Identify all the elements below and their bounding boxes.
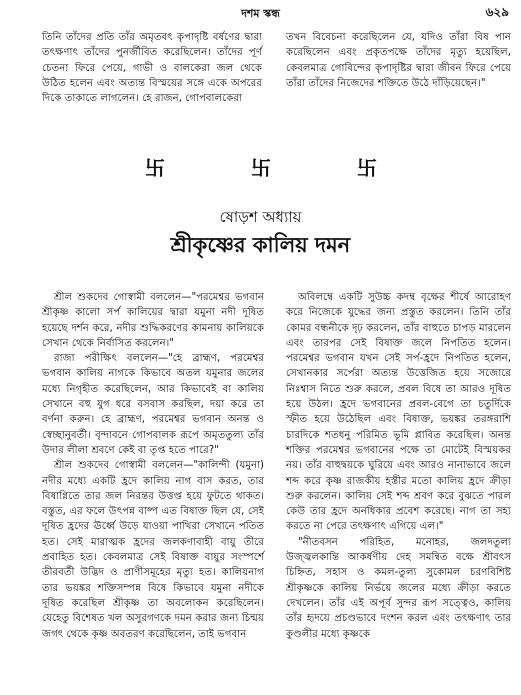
- section-divider: [0, 152, 521, 180]
- top-left-column: [42, 30, 262, 106]
- page-number: ৬২৯: [485, 5, 509, 19]
- body-paragraph: রাজা পরীক্ষিৎ বললেন—"হে ব্রাহ্মণ, পরমেশ্বর ভগবান কালিয় নাগকে কিভাবে অতল যমুনার জলের মধ্যে নিগৃহীত করেছিলেন, আর কিভাবেই বা কালিয় সেখানে বহু যুগ ধরে বসবাস করছিল, দয়া করে তা বর্ণনা করুন। হে ব্রাহ্মণ, পরমেশ্বর ভগবান অনন্ত ও স্বেচ্ছানুবর্তী। বৃন্দাবনে গোপবালক রূপে অমৃততুল্য তাঁর উদার লীলা শ্রবণে কেই বা তৃপ্ত হতে পারে?": [42, 353, 264, 456]
- chapter-title: শ্রীকৃষ্ণের কালিয় দমন: [170, 233, 351, 257]
- ornament-icon: 卐: [145, 156, 165, 180]
- page-header: [0, 3, 521, 21]
- body-paragraph: অবিলম্বে একটি সুউচ্চ কদম্ব বৃক্ষের শীর্ষে আরোহণ করে নিজেকে যুদ্ধের জন্য প্রস্তুত করলেন। তিনি তাঁর কোমর বন্ধনীকে দৃঢ় করলেন, তাঁর বাহুতে চাপড় মারলেন এবং তারপর সেই বিষাক্ত জলে নিপতিত হলেন। পরমেশ্বর ভগবান যখন সেই সর্প-হ্রদে নিপতিত হলেন, সেখানকার সর্পেরা অত্যন্ত উত্তেজিত হয়ে সজোরে নিঃশ্বাস নিতে শুরু করলে, প্রবল বিষে তা আরও দূষিত হয়ে উঠল। হ্রদে ভগবানের প্রবল-বেগে তা চতুর্দিকে স্ফীত হয়ে উঠেছিল এবং বিষাক্ত, ভয়ঙ্কর তরঙ্গরাশি চারদিকে শতধনু পরিমিত ভূমি প্লাবিত করেছিল। অনন্ত শক্তির পরমেশ্বর ভগবানের পক্ষে তা মোটেই বিস্ময়কর নয়। তাঁর বাহুদ্বয়কে ঘুরিয়ে এবং আরও নানাভাবে জলে শব্দ করে কৃষ্ণ রাজকীয় হস্তীর মতো কালিয় হ্রদে ক্রীড়া শুরু করলেন। কালিয় সেই শব্দ শ্রবণ করে বুঝতে পারল কেউ তার হ্রদে অনধিকার প্রবেশ করেছে। নাগ তা সহ্য করতে না পেরে তৎক্ষণাৎ এগিয়ে এল।": [286, 292, 511, 533]
- top-right-column: [286, 30, 511, 91]
- chapter-label: ষোড়শ অধ্যায়: [219, 208, 302, 226]
- top-right-paragraph: তখন বিবেচনা করেছিলেন যে, যদিও তাঁরা বিষ পান করেছিলেন এবং প্রকৃতপক্ষে তাঁদের মৃত্যু হয়েছিল, কেবলমাত্র গোবিন্দের কৃপাদৃষ্টির দ্বারা জীবন ফিরে পেয়ে তাঁরা তাঁদের নিজেদের শক্তিতে উঠে দাঁড়িয়েছেন।": [286, 32, 511, 89]
- running-title: দশম স্কন্ধ: [241, 7, 280, 20]
- body-paragraph: শ্রীল শুকদেব গোস্বামী বললেন—"পরমেশ্বর ভগবান শ্রীকৃষ্ণ কালো সর্প কালিয়ের দ্বারা যমুনা নদী দূষিত হয়েছে দর্শন করে, নদীর শুদ্ধিকরণের কামনায় কালিয়কে সেখান থেকে নির্বাসিত করলেন।": [42, 292, 264, 349]
- top-left-paragraph: তিনি তাঁদের প্রতি তাঁর অমৃতবৎ কৃপাদৃষ্টি বর্ষণের দ্বারা তৎক্ষণাৎ তাঁদের পুনর্জীবিত করেছিলেন। তাঁদের পূর্ণ চেতনা ফিরে পেয়ে, গাভী ও বালকেরা জল থেকে উঠিত হলেন এবং অত্যন্ত বিস্ময়ের সঙ্গে একে অপরের দিকে তাকাতে লাগলেন। হে রাজন, গোপবালকেরা: [42, 32, 262, 105]
- body-right-column: [286, 290, 511, 642]
- ornament-icon: 卐: [357, 156, 377, 180]
- body-left-column: [42, 290, 264, 642]
- ornament-icon: 卐: [251, 156, 271, 180]
- body-paragraph: "নীতবসন পরিহিত, মনোহর, জলদতুল্য উজ্জ্বলকান্তি আকর্ষণীয় দেহ সমন্বিত বক্ষে শ্রীবৎস চিহ্নিত, সহাস ও কমল-তুল্য সুকোমল চরণবিশিষ্ট শ্রীকৃষ্ণকে কালিয় নির্ভয়ে জলের মধ্যে ক্রীড়া করতে দেখলেন। তাঁর এই অপূর্ব সুন্দর রূপ সত্ত্বেও, কালিয় তাঁর হৃদয়ে প্রচণ্ডভাবে দংশন করল এবং তৎক্ষণাৎ তার কুণ্ডলীর মধ্যে কৃষ্ণকে: [286, 536, 511, 640]
- body-paragraph: শ্রীল শুকদেব গোস্বামী বললেন—"কালিন্দী (যমুনা) নদীর মধ্যে একটি হ্রদে কালিয় নাগ বাস করত, তার বিষাগ্নিতে তার জল নিরন্তর উত্তপ্ত হয়ে ফুটতে থাকত। বস্তুত, এর ফলে উৎপন্ন বাষ্প এত বিষাক্ত ছিল যে, সেই দূষিত হ্রদের ঊর্ধ্বে উড়ে যাওয়া পাখিরা সেখানে পতিত হত। সেই মারাত্মক হ্রদের জলকণাবাহী বায়ু তীরে প্রবাহিত হত। কেবলমাত্র সেই বিষাক্ত বায়ুর সংস্পর্শে তীরবর্তী উদ্ভিদ ও প্রাণীসমূহের মৃত্যু হত। কালিয়নাগ তার ভয়ঙ্কর শক্তিসম্পন্ন বিষে কিভাবে যমুনা নদীকে দূষিত করেছিল শ্রীকৃষ্ণ তা অবলোকন করেছিলেন। যেহেতু বিশেষত খল অসুরগণকে দমন করার জন্য চিন্ময় জগৎ থেকে কৃষ্ণ অবতরণ করেছিলেন, তাই ভগবান: [42, 460, 264, 640]
